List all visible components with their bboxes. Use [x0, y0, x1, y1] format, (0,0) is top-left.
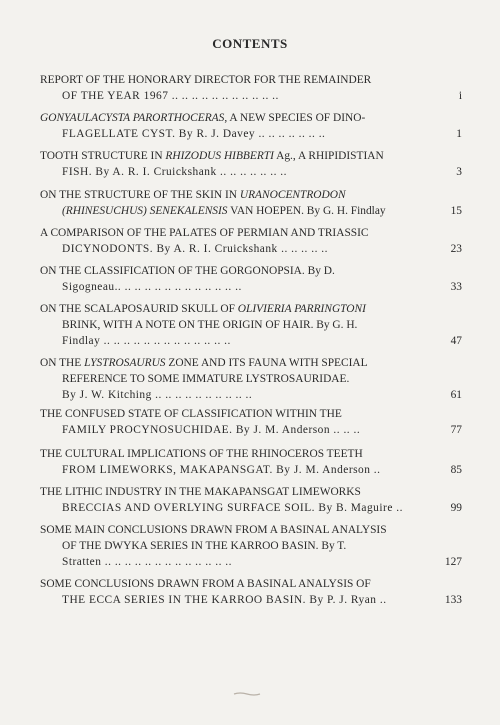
entry-text: ON THE STRUCTURE OF THE SKIN IN	[40, 189, 240, 201]
page-number: 61	[450, 389, 462, 401]
page-number: 99	[450, 502, 462, 514]
entry-text: ON THE SCALAPOSAURID SKULL OF	[40, 303, 238, 315]
entry-line: FAMILY PROCYNOSUCHIDAE. By J. M. Anderson .. .. ..	[62, 424, 361, 436]
entry-line: THE CONFUSED STATE OF CLASSIFICATION WITHIN THE	[40, 408, 342, 420]
entry-line: A COMPARISON OF THE PALATES OF PERMIAN AND TRIASSIC	[40, 227, 369, 239]
entry-line: FLAGELLATE CYST. By R. J. Davey .. .. .. .. .. .. ..	[62, 128, 326, 140]
entry-line	[40, 301, 366, 317]
entry-line	[62, 203, 386, 219]
entry-line: THE ECCA SERIES IN THE KARROO BASIN. By P. J. Ryan ..	[62, 594, 387, 606]
entry-line: FROM LIMEWORKS, MAKAPANSGAT. By J. M. Anderson ..	[62, 464, 381, 476]
page-number: 1	[456, 128, 462, 140]
entry-text: TOOTH STRUCTURE IN	[40, 150, 166, 162]
entry-line: SOME MAIN CONCLUSIONS DRAWN FROM A BASINAL ANALYSIS	[40, 524, 387, 536]
entry-line: ON THE CLASSIFICATION OF THE GORGONOPSIA. By D.	[40, 265, 335, 277]
entry-line: By J. W. Kitching .. .. .. .. .. .. .. .. .. ..	[62, 389, 253, 401]
entry-text: ON THE	[40, 357, 85, 369]
entry-text: Ag., A RHIPIDISTIAN	[273, 150, 384, 162]
entry-line	[40, 110, 365, 126]
page-title: CONTENTS	[212, 36, 288, 51]
entry-line: REFERENCE TO SOME IMMATURE LYSTROSAURIDAE.	[62, 373, 350, 385]
entry-line: FISH. By A. R. I. Cruickshank .. .. .. .. .. .. ..	[62, 166, 287, 178]
page-number: 15	[450, 205, 462, 217]
species-name: GONYAULACYSTA PARORTHOCERAS	[40, 112, 225, 124]
entry-line: Stratten .. .. .. .. .. .. .. .. .. .. .. .. ..	[62, 556, 232, 568]
page-number: 33	[450, 281, 462, 293]
entry-line: OF THE DWYKA SERIES IN THE KARROO BASIN. By T.	[62, 540, 347, 552]
entry-line: THE CULTURAL IMPLICATIONS OF THE RHINOCEROS TEETH	[40, 448, 363, 460]
species-name: OLIVIERIA PARRINGTONI	[237, 303, 366, 315]
page-number: 133	[444, 594, 462, 606]
entry-line	[40, 187, 346, 203]
entry-line: OF THE YEAR 1967 .. .. .. .. .. .. .. .. .. .. ..	[62, 90, 279, 102]
entry-line	[40, 355, 368, 371]
entry-text: ZONE AND ITS FAUNA WITH SPECIAL	[165, 357, 368, 369]
entry-line: BRECCIAS AND OVERLYING SURFACE SOIL. By B. Maguire ..	[62, 502, 403, 514]
entry-line: Sigogneau.. .. .. .. .. .. .. .. .. .. .. .. ..	[62, 281, 242, 293]
entry-line: DICYNODONTS. By A. R. I. Cruickshank .. .. .. .. ..	[62, 243, 328, 255]
page-number: 47	[450, 335, 462, 347]
page-number: i	[458, 90, 462, 102]
species-name: LYSTROSAURUS	[84, 357, 166, 369]
page-number: 3	[456, 166, 462, 178]
entry-line	[40, 148, 384, 164]
entry-line: REPORT OF THE HONORARY DIRECTOR FOR THE REMAINDER	[40, 74, 372, 86]
entry-line: SOME CONCLUSIONS DRAWN FROM A BASINAL ANALYSIS OF	[40, 578, 371, 590]
entry-line: THE LITHIC INDUSTRY IN THE MAKAPANSGAT LIMEWORKS	[40, 486, 361, 498]
page-number: 23	[450, 243, 462, 255]
page-number: 127	[444, 556, 462, 568]
entry-line: BRINK, WITH A NOTE ON THE ORIGIN OF HAIR. By G. H.	[62, 319, 358, 331]
species-name: (RHINESUCHUS) SENEKALENSIS	[62, 205, 228, 217]
entry-text: , A NEW SPECIES OF DINO-	[224, 112, 366, 124]
entry-line: Findlay .. .. .. .. .. .. .. .. .. .. .. .. ..	[62, 335, 231, 347]
page-number: 85	[450, 464, 462, 476]
ornament-mark	[233, 692, 261, 696]
species-name: RHIZODUS HIBBERTI	[165, 150, 274, 162]
entry-text: VAN HOEPEN. By G. H. Findlay	[227, 205, 386, 217]
page-number: 77	[450, 424, 462, 436]
species-name: URANOCENTRODON	[239, 189, 346, 201]
